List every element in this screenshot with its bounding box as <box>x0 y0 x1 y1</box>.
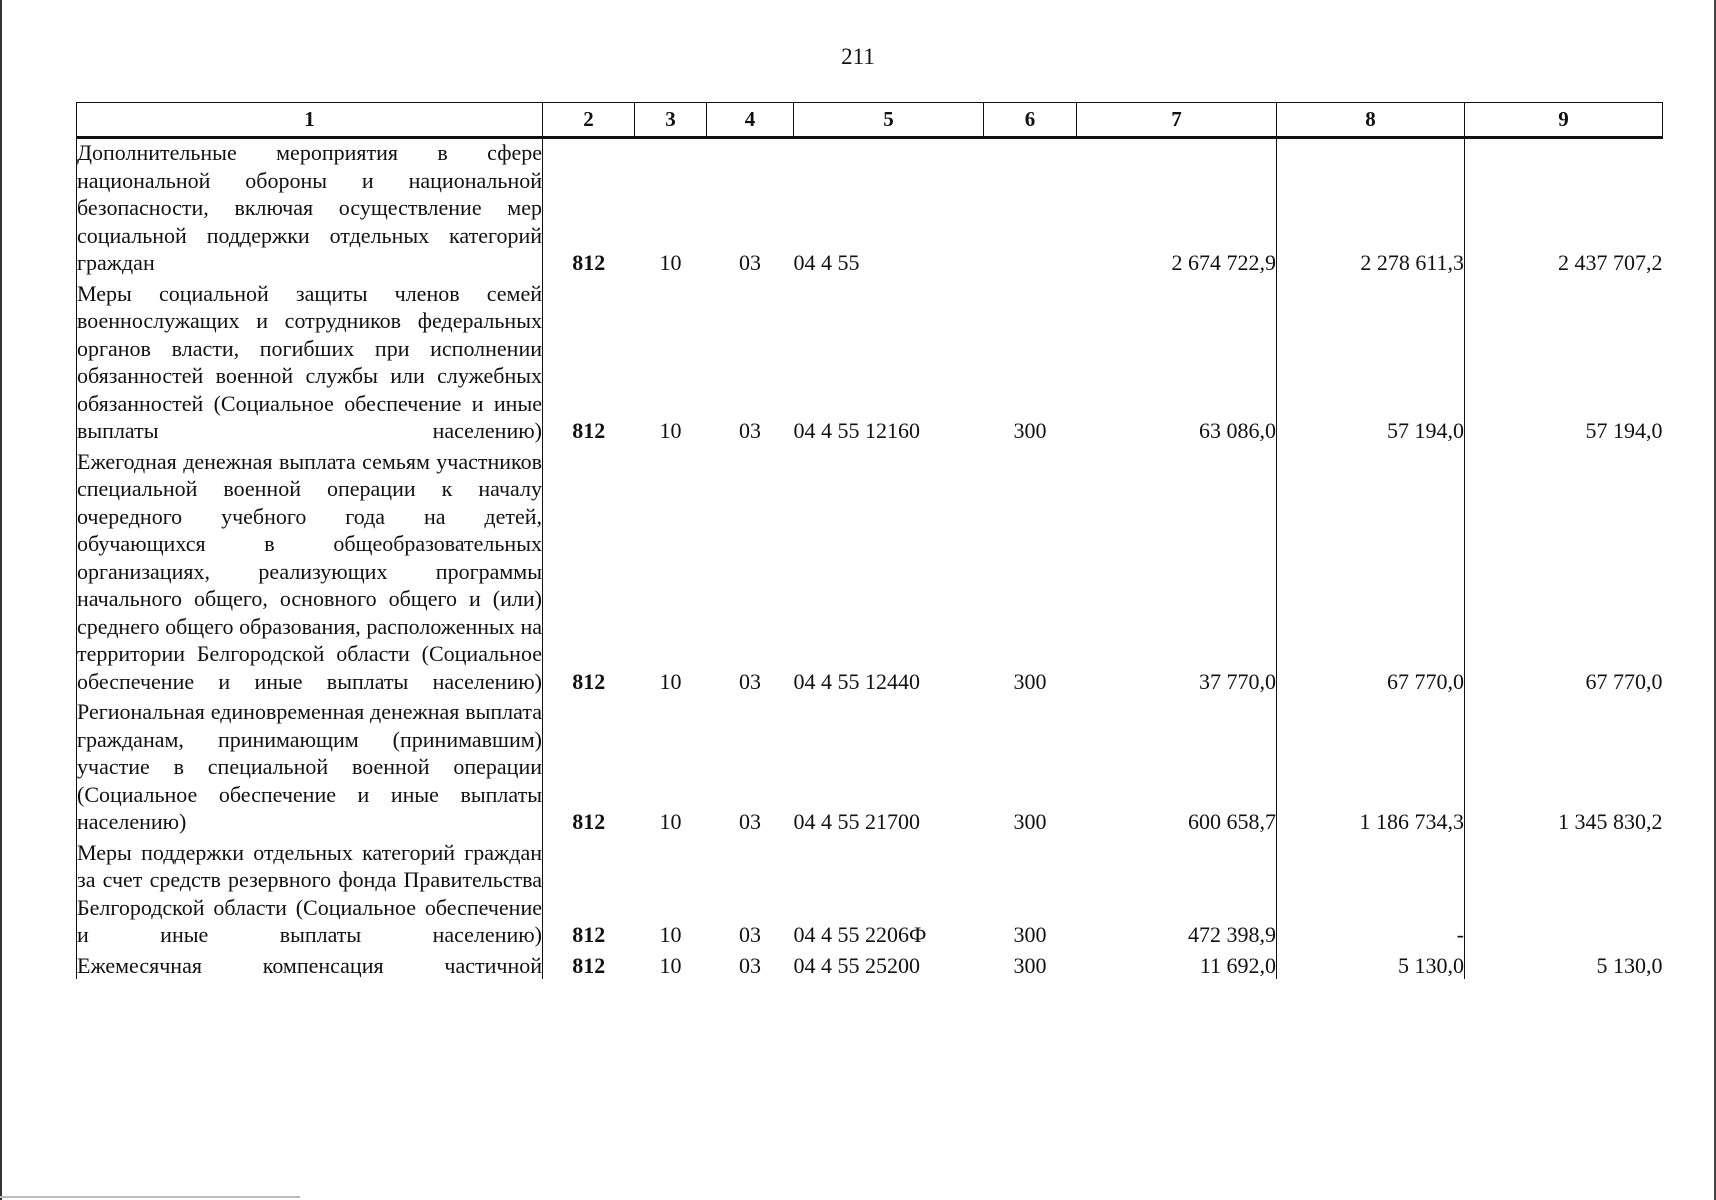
scan-left-edge <box>0 0 2 1200</box>
row-target: 04 4 55 25200 <box>793 952 920 978</box>
row-subsection: 03 <box>739 922 761 947</box>
row-section: 10 <box>659 418 682 443</box>
row-amount-2: - <box>1277 839 1465 952</box>
row-code: 812 <box>572 952 606 978</box>
row-amount-3: 67 770,0 <box>1585 668 1663 694</box>
row-amount-1: 63 086,0 <box>1077 280 1277 448</box>
row-type: 300 <box>1013 922 1047 947</box>
row-amount-3: 5 130,0 <box>1596 952 1663 978</box>
table-row <box>77 952 1663 980</box>
row-amount-2: 1 186 734,3 <box>1277 698 1465 839</box>
row-type: 300 <box>1013 809 1047 834</box>
row-name: Меры социальной защиты членов семей военнослужащих и сотрудников федеральных органов власти, погибших при исполнении обязанностей военной службы или служебных обязанностей (Социальное обеспечение и иные выплаты населению) <box>77 280 543 448</box>
row-subsection: 03 <box>739 809 761 834</box>
row-section: 10 <box>659 809 682 834</box>
row-amount-2: 5 130,0 <box>1277 952 1465 980</box>
header-col-5: 5 <box>794 103 984 138</box>
row-amount-3 <box>1465 839 1663 952</box>
row-amount-2: 57 194,0 <box>1277 280 1465 448</box>
row-name: Меры поддержки отдельных категорий граждан за счет средств резервного фонда Правительства Белгородской области (Социальное обеспечение и иные выплаты населению) <box>77 839 543 952</box>
row-subsection: 03 <box>739 668 761 694</box>
row-amount-1: 600 658,7 <box>1077 698 1277 839</box>
row-code: 812 <box>572 418 606 443</box>
row-type: 300 <box>1013 952 1047 978</box>
row-name: Ежегодная денежная выплата семьям участников специальной военной операции к началу очередного учебного года на детей, обучающихся в общеобразовательных организациях, реализующих программы начального общего, основного общего и (или) среднего общего образования, расположенных на территории Белгородской области (Социальное обеспечение и иные выплаты населению) <box>77 448 543 699</box>
row-section: 10 <box>659 250 682 275</box>
row-amount-1: 11 692,0 <box>1077 952 1277 980</box>
table-row <box>77 448 1663 699</box>
row-target: 04 4 55 12160 <box>793 418 920 443</box>
row-type: 300 <box>1013 418 1047 443</box>
page-number: 211 <box>841 44 875 69</box>
row-code: 812 <box>572 250 606 275</box>
row-amount-2: 67 770,0 <box>1277 448 1465 699</box>
row-subsection: 03 <box>739 418 761 443</box>
row-amount-1: 37 770,0 <box>1077 448 1277 699</box>
row-code: 812 <box>572 668 606 694</box>
row-section: 10 <box>659 922 682 947</box>
header-col-4: 4 <box>707 103 794 138</box>
row-subsection: 03 <box>739 952 761 978</box>
budget-table <box>76 102 1663 979</box>
header-col-3: 3 <box>635 103 707 138</box>
table-row <box>77 138 1663 280</box>
header-row <box>77 103 1663 138</box>
row-amount-1: 472 398,9 <box>1077 839 1277 952</box>
header-col-2: 2 <box>543 103 635 138</box>
row-section: 10 <box>659 952 682 978</box>
table-row <box>77 839 1663 952</box>
scan-bottom-speck <box>0 1196 300 1198</box>
header-col-1: 1 <box>77 103 543 138</box>
row-code: 812 <box>572 809 606 834</box>
row-amount-1: 2 674 722,9 <box>1077 138 1277 280</box>
row-target: 04 4 55 12440 <box>793 668 920 694</box>
row-code: 812 <box>572 922 606 947</box>
row-amount-3: 1 345 830,2 <box>1558 809 1663 834</box>
row-section: 10 <box>659 668 682 694</box>
row-amount-2: 2 278 611,3 <box>1277 138 1465 280</box>
row-name: Ежемесячная компенсация частичной <box>77 952 542 978</box>
row-amount-3: 2 437 707,2 <box>1558 250 1663 275</box>
row-subsection: 03 <box>739 250 761 275</box>
row-target: 04 4 55 21700 <box>793 809 920 834</box>
row-amount-3: 57 194,0 <box>1585 418 1663 443</box>
row-target: 04 4 55 <box>793 250 860 275</box>
table-row <box>77 280 1663 448</box>
header-col-6: 6 <box>984 103 1077 138</box>
table-row <box>77 698 1663 839</box>
row-type <box>984 138 1077 280</box>
header-col-8: 8 <box>1277 103 1465 138</box>
header-col-7: 7 <box>1077 103 1277 138</box>
row-name: Региональная единовременная денежная выплата гражданам, принимающим (принимавшим) участие в специальной военной операции (Социальное обеспечение и иные выплаты населению) <box>77 698 543 839</box>
row-type: 300 <box>1013 668 1047 694</box>
row-name: Дополнительные мероприятия в сфере национальной обороны и национальной безопасности, включая осуществление мер социальной поддержки отдельных категорий граждан <box>77 138 543 280</box>
row-target: 04 4 55 2206Ф <box>793 922 927 947</box>
header-col-9: 9 <box>1465 103 1663 138</box>
